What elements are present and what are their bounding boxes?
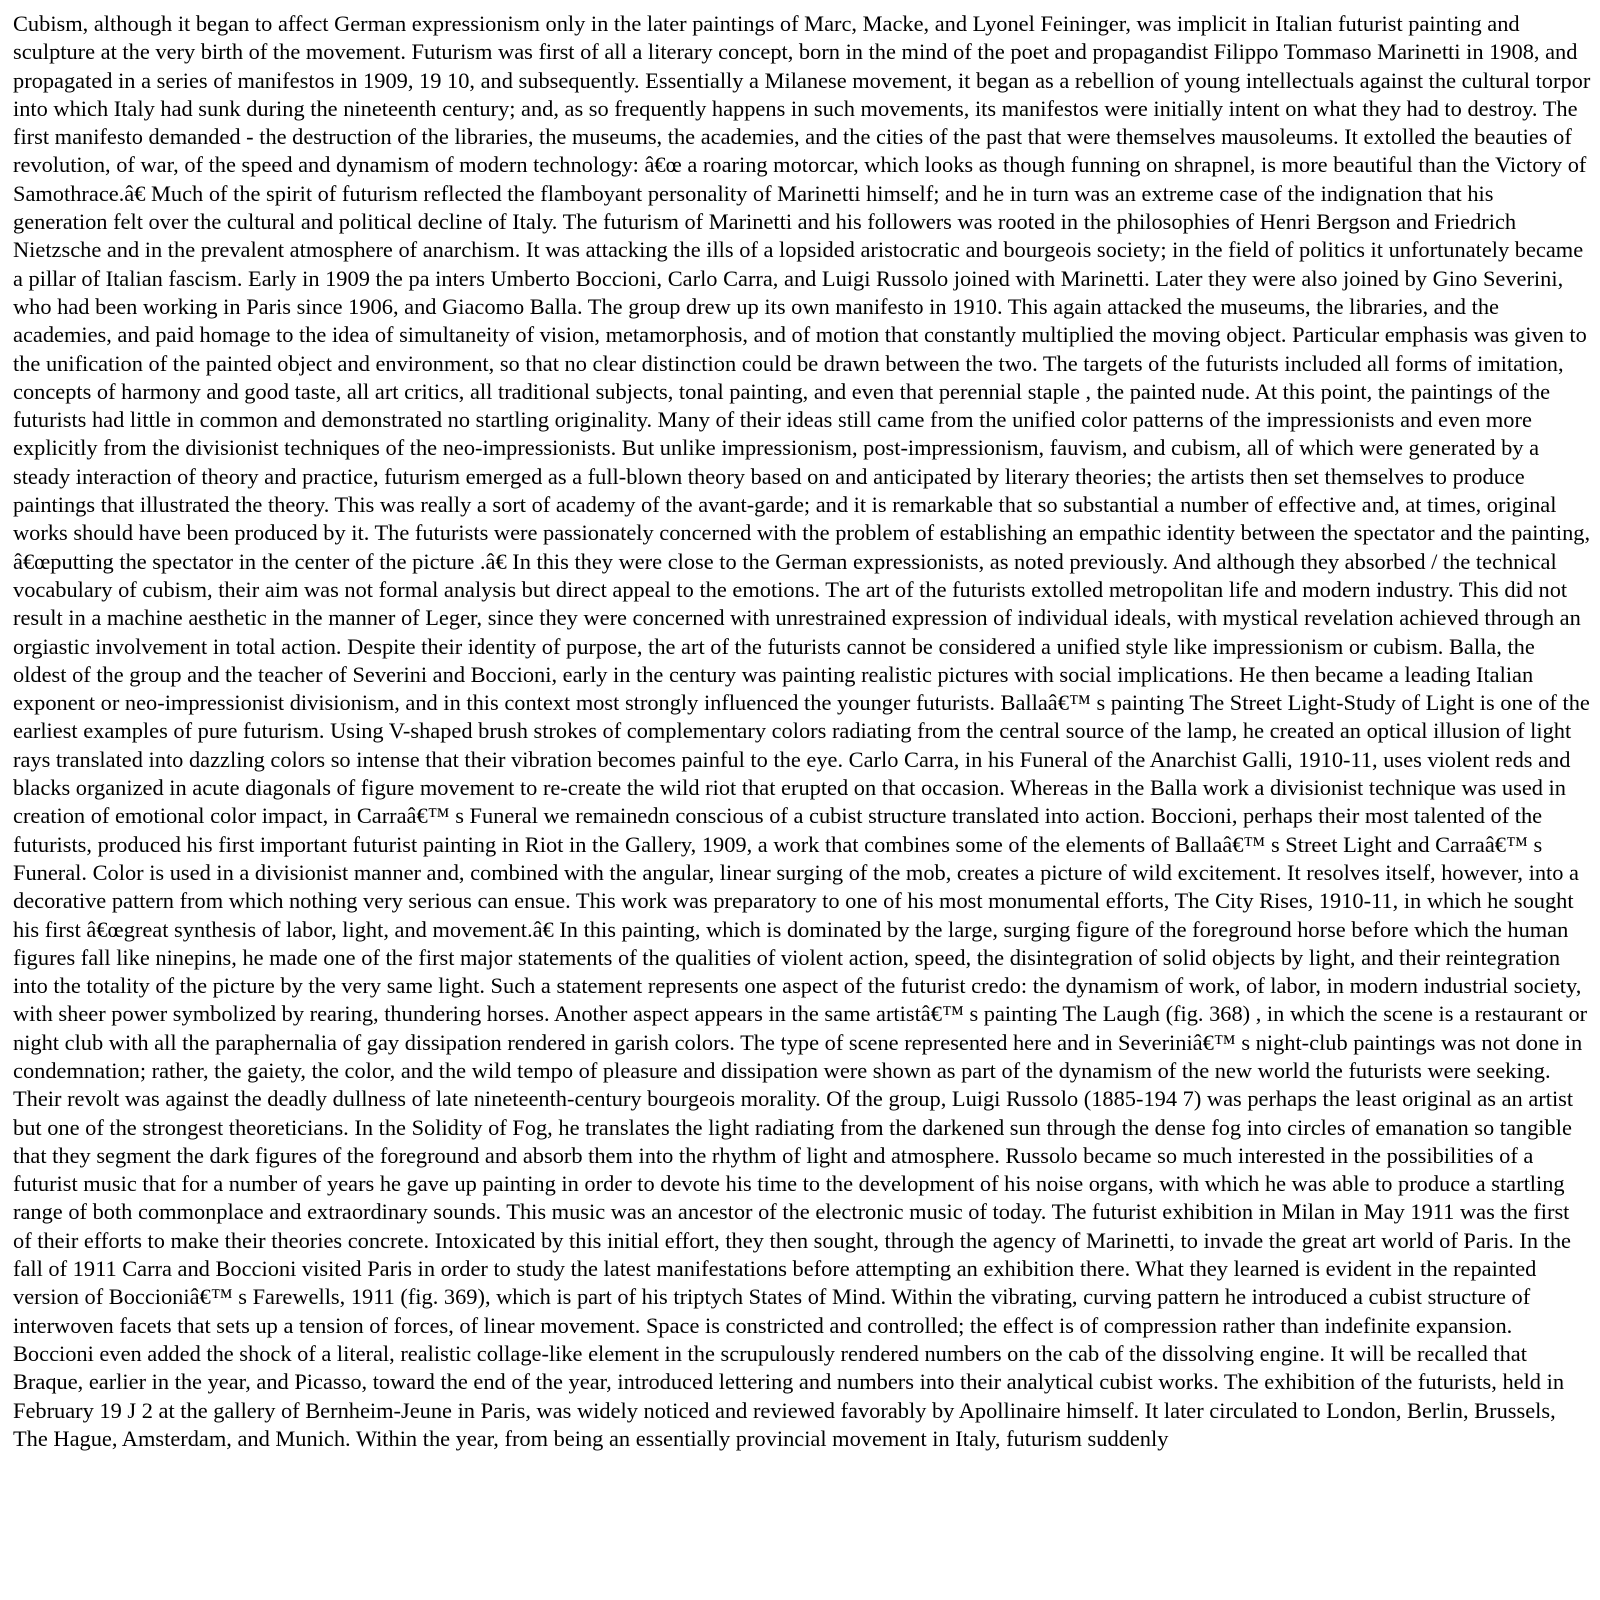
- document-page: [13, 10, 1591, 1600]
- body-paragraph: Cubism, although it began to affect German expressionism only in the later paintings of Marc, Macke, and Lyonel Feininger, was implicit in Italian futurist painting and sculpture at the very birth of the movement. Futurism was first of all a literary concept, born in the mind of the poet and propagandist Filippo Tommaso Marinetti in 1908, and propagated in a series of manifestos in 1909, 19 10, and subsequently. Essentially a Milanese movement, it began as a rebellion of young intellectuals against the cultural torpor into which Italy had sunk during the nineteenth century; and, as so frequently happens in such movements, its manifestos were initially intent on what they had to destroy. The first manifesto demanded - the destruction of the libraries, the museums, the academies, and the cities of the past that were themselves mausoleums. It extolled the beauties of revolution, of war, of the speed and dynamism of modern technology: â€œ a roaring motorcar, which looks as though funning on shrapnel, is more beautiful than the Victory of Samothrace.â€ Much of the spirit of futurism reflected the flamboyant personality of Marinetti himself; and he in turn was an extreme case of the indignation that his generation felt over the cultural and political decline of Italy. The futurism of Marinetti and his followers was rooted in the philosophies of Henri Bergson and Friedrich Nietzsche and in the prevalent atmosphere of anarchism. It was attacking the ills of a lopsided aristocratic and bourgeois society; in the field of politics it unfortunately became a pillar of Italian fascism. Early in 1909 the pa inters Umberto Boccioni, Carlo Carra, and Luigi Russolo joined with Marinetti. Later they were also joined by Gino Severini, who had been working in Paris since 1906, and Giacomo Balla. The group drew up its own manifesto in 1910. This again attacked the museums, the libraries, and the academies, and paid homage to the idea of simultaneity of vision, metamorphosis, and of motion that constantly multiplied the moving object. Particular emphasis was given to the unification of the painted object and environment, so that no clear distinction could be drawn between the two. The targets of the futurists included all forms of imitation, concepts of harmony and good taste, all art critics, all traditional subjects, tonal painting, and even that perennial staple , the painted nude. At this point, the paintings of the futurists had little in common and demonstrated no startling originality. Many of their ideas still came from the unified color patterns of the impressionists and even more explicitly from the divisionist techniques of the neo-impressionists. But unlike impressionism, post-impressionism, fauvism, and cubism, all of which were generated by a steady interaction of theory and practice, futurism emerged as a full-blown theory based on and anticipated by literary theories; the artists then set themselves to produce paintings that illustrated the theory. This was really a sort of academy of the avant-garde; and it is remarkable that so substantial a number of effective and, at times, original works should have been produced by it. The futurists were passionately concerned with the problem of establishing an empathic identity between the spectator and the painting, â€œputting the spectator in the center of the picture .â€ In this they were close to the German expressionists, as noted previously. And although they absorbed / the technical vocabulary of cubism, their aim was not formal analysis but direct appeal to the emotions. The art of the futurists extolled metropolitan life and modern industry. This did not result in a machine aesthetic in the manner of Leger, since they were concerned with unrestrained expression of individual ideals, with mystical revelation achieved through an orgiastic involvement in total action. Despite their identity of purpose, the art of the futurists cannot be considered a unified style like impressionism or cubism. Balla, the oldest of the group and the teacher of Severini and Boccioni, early in the century was painting realistic pictures with social implications. He then became a leading Italian exponent or neo-impressionist divisionism, and in this context most strongly influenced the younger futurists. Ballaâ€™ s painting The Street Light-Study of Light is one of the earliest examples of pure futurism. Using V-shaped brush strokes of complementary colors radiating from the central source of the lamp, he created an optical illusion of light rays translated into dazzling colors so intense that their vibration becomes painful to the eye. Carlo Carra, in his Funeral of the Anarchist Galli, 1910-11, uses violent reds and blacks organized in acute diagonals of figure movement to re-create the wild riot that erupted on that occasion. Whereas in the Balla work a divisionist technique was used in creation of emotional color impact, in Carraâ€™ s Funeral we remainedn conscious of a cubist structure translated into action. Boccioni, perhaps their most talented of the futurists, produced his first important futurist painting in Riot in the Gallery, 1909, a work that combines some of the elements of Ballaâ€™ s Street Light and Carraâ€™ s Funeral. Color is used in a divisionist manner and, combined with the angular, linear surging of the mob, creates a picture of wild excitement. It resolves itself, however, into a decorative pattern from which nothing very serious can ensue. This work was preparatory to one of his most monumental efforts, The City Rises, 1910-11, in which he sought his first â€œgreat synthesis of labor, light, and movement.â€ In this painting, which is dominated by the large, surging figure of the foreground horse before which the human figures fall like ninepins, he made one of the first major statements of the qualities of violent action, speed, the disintegration of solid objects by light, and their reintegration into the totality of the picture by the very same light. Such a statement represents one aspect of the futurist credo: the dynamism of work, of labor, in modern industrial society, with sheer power symbolized by rearing, thundering horses. Another aspect appears in the same artistâ€™ s painting The Laugh (fig. 368) , in which the scene is a restaurant or night club with all the paraphernalia of gay dissipation rendered in garish colors. The type of scene represented here and in Severiniâ€™ s night-club paintings was not done in condemnation; rather, the gaiety, the color, and the wild tempo of pleasure and dissipation were shown as part of the dynamism of the new world the futurists were seeking. Their revolt was against the deadly dullness of late nineteenth-century bourgeois morality. Of the group, Luigi Russolo (1885-194 7) was perhaps the least original as an artist but one of the strongest theoreticians. In the Solidity of Fog, he translates the light radiating from the darkened sun through the dense fog into circles of emanation so tangible that they segment the dark figures of the foreground and absorb them into the rhythm of light and atmosphere. Russolo became so much interested in the possibilities of a futurist music that for a number of years he gave up painting in order to devote his time to the development of his noise organs, with which he was able to produce a startling range of both commonplace and extraordinary sounds. This music was an ancestor of the electronic music of today. The futurist exhibition in Milan in May 1911 was the first of their efforts to make their theories concrete. Intoxicated by this initial effort, they then sought, through the agency of Marinetti, to invade the great art world of Paris. In the fall of 1911 Carra and Boccioni visited Paris in order to study the latest manifestations before attempting an exhibition there. What they learned is evident in the repainted version of Boccioniâ€™ s Farewells, 1911 (fig. 369), which is part of his triptych States of Mind. Within the vibrating, curving pattern he introduced a cubist structure of interwoven facets that sets up a tension of forces, of linear movement. Space is constricted and controlled; the effect is of compression rather than indefinite expansion. Boccioni even added the shock of a literal, realistic collage-like element in the scrupulously rendered numbers on the cab of the dissolving engine. It will be recalled that Braque, earlier in the year, and Picasso, toward the end of the year, introduced lettering and numbers into their analytical cubist works. The exhibition of the futurists, held in February 19 J 2 at the gallery of Bernheim-Jeune in Paris, was widely noticed and reviewed favorably by Apollinaire himself. It later circulated to London, Berlin, Brussels, The Hague, Amsterdam, and Munich. Within the year, from being an essentially provincial movement in Italy, futurism suddenly: [13, 11, 1591, 1451]
